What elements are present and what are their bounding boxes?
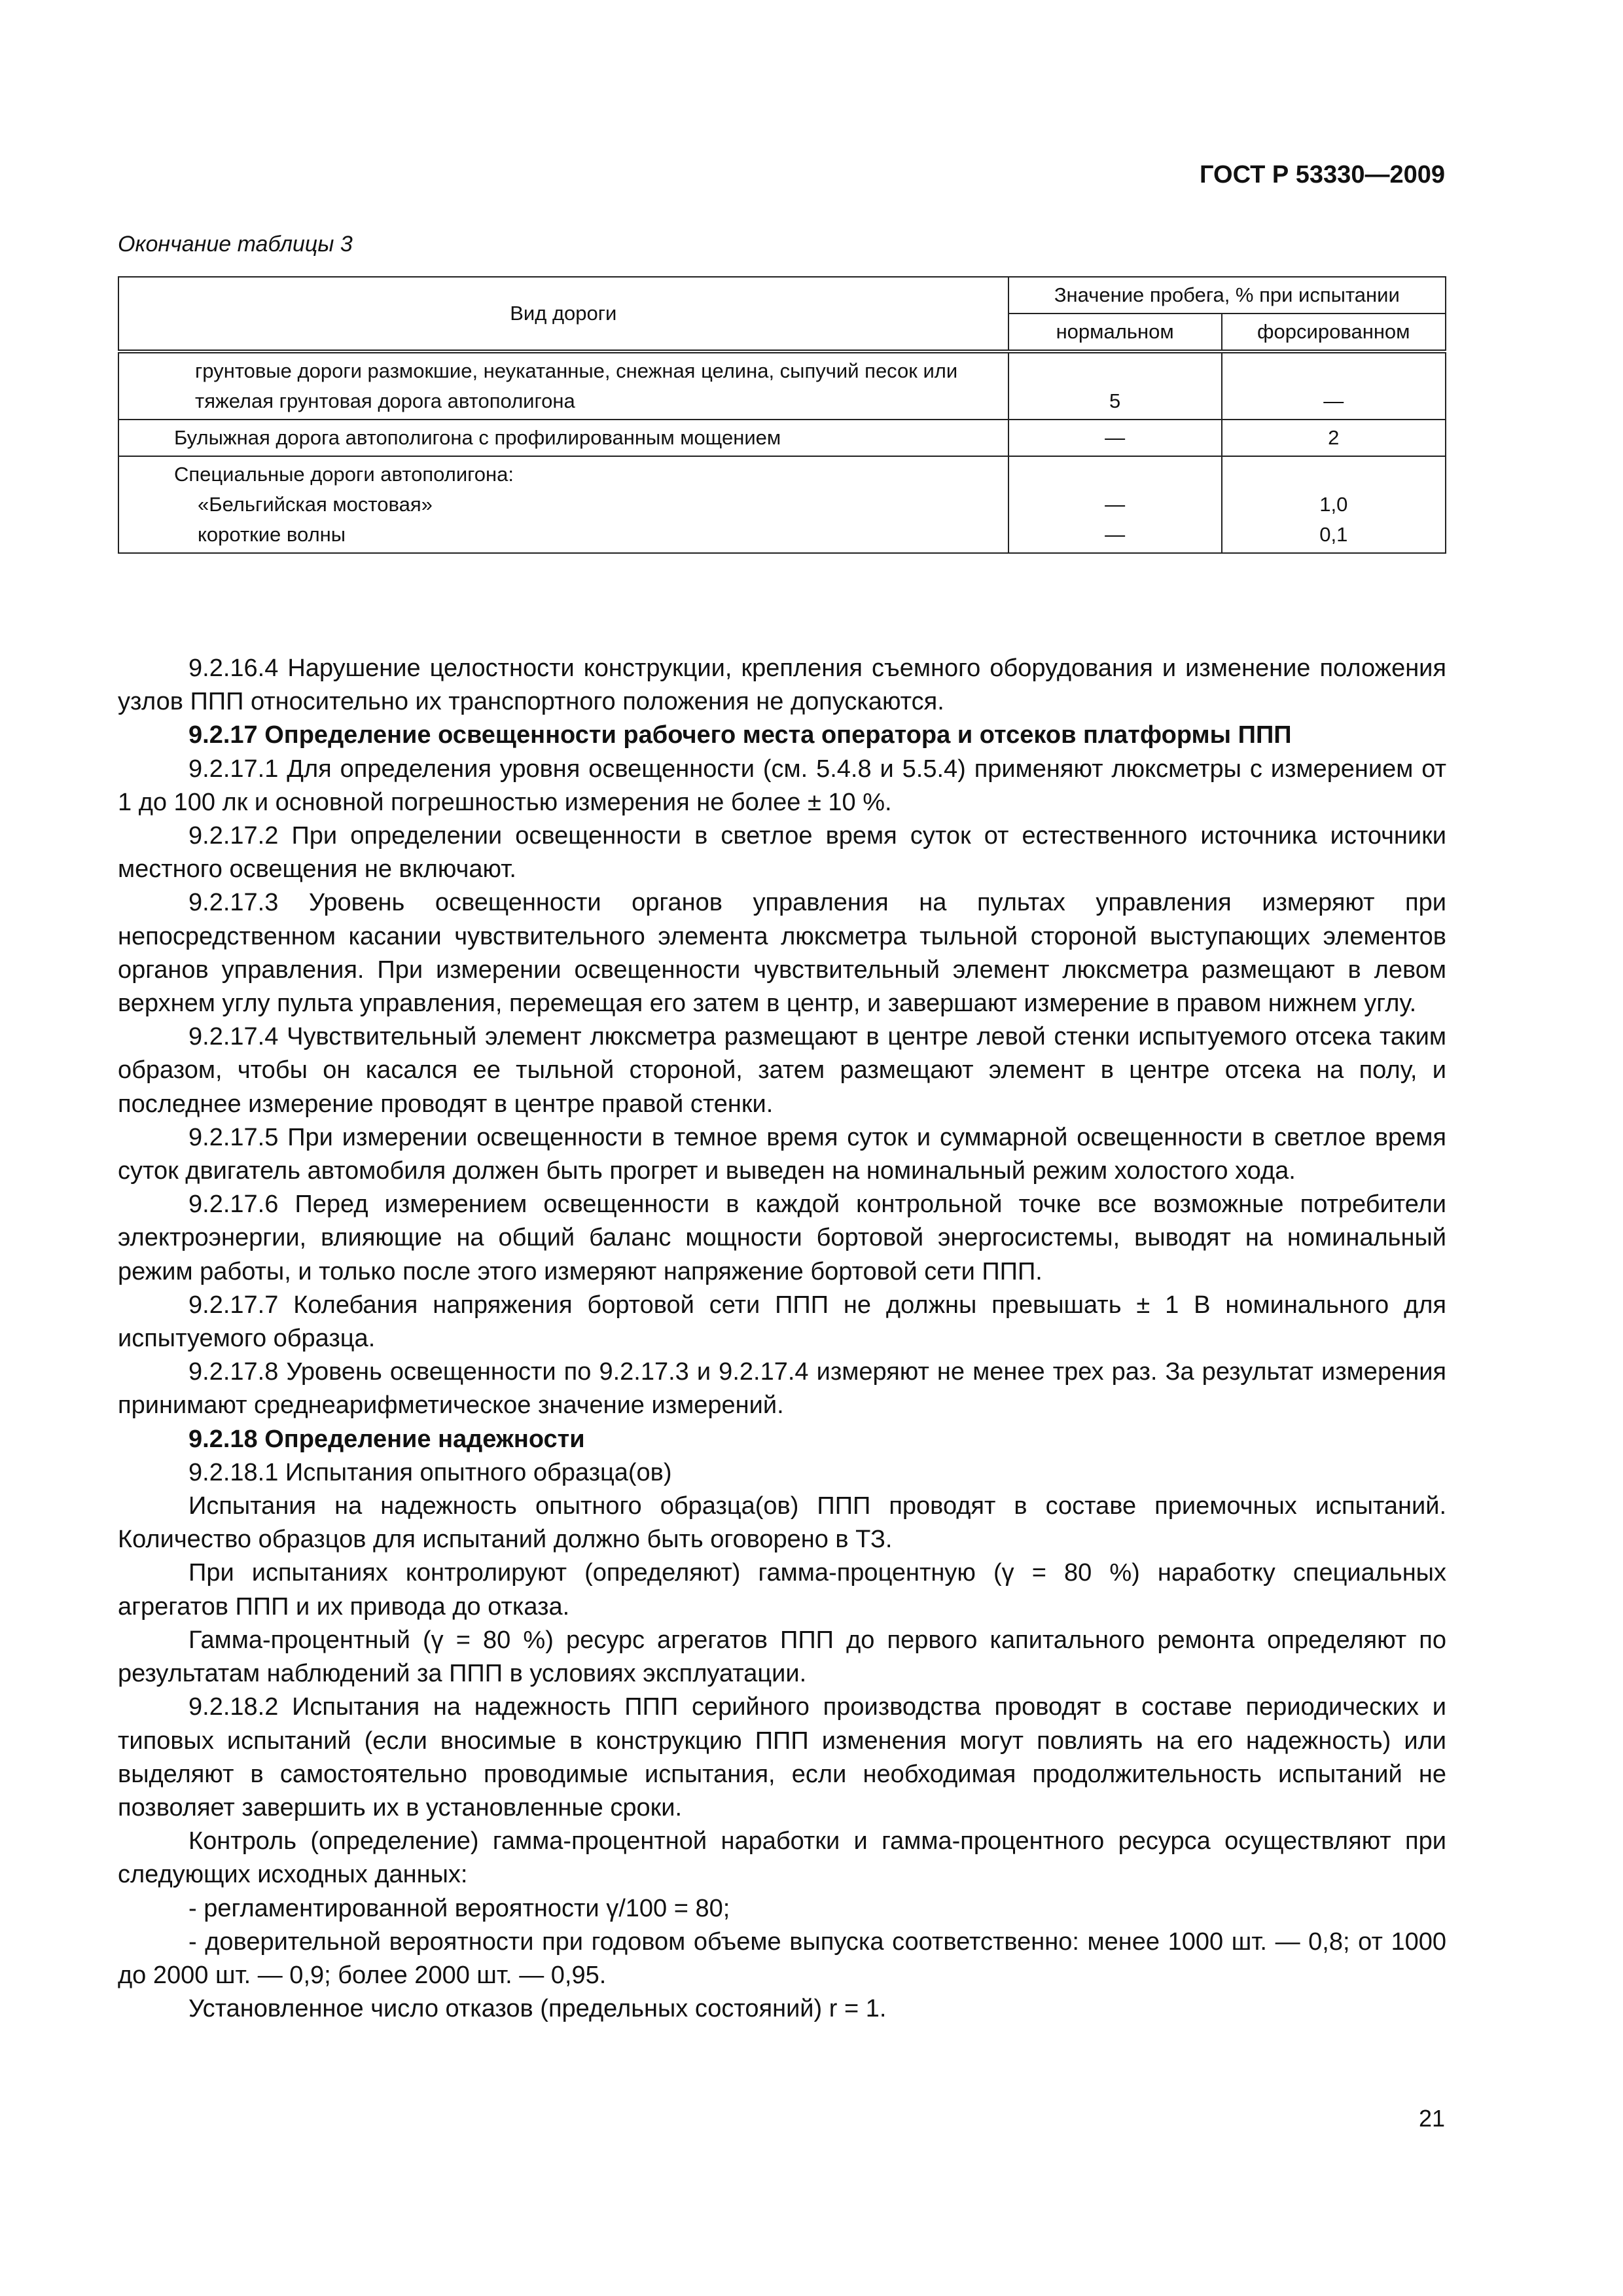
table-cell-road: [118, 456, 1008, 553]
paragraph: 9.2.18.1 Испытания опытного образца(ов): [188, 1458, 672, 1486]
table-cell-forced: —: [1222, 351, 1446, 420]
paragraph: 9.2.17.4 Чувствительный элемент люксметра размещают в центре левой стенки испытуемого отсека таким образом, чтобы он касался ее тыльной стороной, затем размещают элемент в центре отсека на полу, и последнее измерение проводят в центре правой стенки.: [118, 1023, 1446, 1118]
table-cell-forced: [1222, 456, 1446, 553]
table-cell-normal: [1008, 456, 1222, 553]
short-waves-forced: 0,1: [1319, 523, 1348, 546]
table-header-normal: нормальном: [1008, 314, 1222, 351]
table-cell-forced: 2: [1222, 420, 1446, 456]
table-row: [118, 351, 1446, 420]
paragraph: При испытаниях контролируют (определяют) гамма-процентную (γ = 80 %) наработку специальных агрегатов ППП и их привода до отказа.: [118, 1559, 1446, 1621]
table-cell-road: Булыжная дорога автополигона с профилированным мощением: [118, 420, 1008, 456]
paragraph: 9.2.18.2 Испытания на надежность ППП серийного производства проводят в составе периодических и типовых испытаний (если вносимые в конструкцию ППП изменения могут повлиять на его надежность) или выделяют в самостоятельно проводимые испытания, если необходимая продолжительность испытаний не позволяет завершить их в установленные сроки.: [118, 1693, 1446, 1821]
belgian-paving-label: «Бельгийская мостовая»: [198, 493, 433, 516]
paragraph: Испытания на надежность опытного образца(ов) ППП проводят в составе приемочных испытаний. Количество образцов для испытаний должно быть оговорено в ТЗ.: [118, 1492, 1446, 1554]
paragraph: 9.2.17.6 Перед измерением освещенности в каждой контрольной точке все возможные потребители электроэнергии, влияющие на общий баланс мощности бортовой энергосистемы, выводят на номинальный режим работы, и только после этого измеряют напряжение бортовой сети ППП.: [118, 1191, 1446, 1285]
belgian-paving-normal: —: [1105, 493, 1126, 516]
paragraph: Установленное число отказов (предельных состояний) r = 1.: [188, 1995, 887, 2023]
table-caption: Окончание таблицы 3: [118, 232, 353, 257]
list-item: - доверительной вероятности при годовом объеме выпуска соответственно: менее 1000 шт. — 0,8; от 1000 до 2000 шт. — 0,9; более 2000 шт. — 0,95.: [118, 1928, 1446, 1989]
special-roads-label: Специальные дороги автополигона:: [174, 463, 514, 486]
section-heading: 9.2.18 Определение надежности: [188, 1425, 585, 1453]
table-header-forced: форсированном: [1222, 314, 1446, 351]
paragraph: 9.2.17.3 Уровень освещенности органов управления на пультах управления измеряют при непосредственном касании чувствительного элемента люксметра тыльной стороной выступающих элементов органов управления. При измерении освещенности чувствительный элемент люксметра размещают в левом верхнем углу пульта управления, перемещая его затем в центр, и завершают измерение в правом нижнем углу.: [118, 889, 1446, 1018]
belgian-paving-forced: 1,0: [1319, 493, 1348, 516]
table-header-road: Вид дороги: [118, 277, 1008, 351]
paragraph: 9.2.17.7 Колебания напряжения бортовой сети ППП не должны превышать ± 1 В номинального для испытуемого образца.: [118, 1291, 1446, 1353]
paragraph: 9.2.17.5 При измерении освещенности в темное время суток и суммарной освещенности в светлое время суток двигатель автомобиля должен быть прогрет и выведен на номинальный режим холостого хода.: [118, 1123, 1446, 1185]
section-heading: 9.2.17 Определение освещенности рабочего места оператора и отсеков платформы ППП: [188, 721, 1292, 749]
paragraph: Гамма-процентный (γ = 80 %) ресурс агрегатов ППП до первого капитального ремонта определяют по результатам наблюдений за ППП в условиях эксплуатации.: [118, 1626, 1446, 1688]
table-header-group: Значение пробега, % при испытании: [1008, 277, 1446, 314]
page-number: 21: [1418, 2105, 1445, 2132]
table-cell-road: грунтовые дороги размокшие, неукатанные, снежная целина, сыпучий песок или тяжелая грунтовая дорога автополигона: [118, 351, 1008, 420]
table-row: [118, 456, 1446, 553]
list-item: - регламентированной вероятности γ/100 = 80;: [188, 1894, 730, 1922]
table-cell-normal: 5: [1008, 351, 1222, 420]
paragraph: 9.2.17.2 При определении освещенности в светлое время суток от естественного источника источники местного освещения не включают.: [118, 822, 1446, 884]
road-mileage-table: [118, 276, 1446, 554]
paragraph: 9.2.16.4 Нарушение целостности конструкции, крепления съемного оборудования и изменение положения узлов ППП относительно их транспортного положения не допускаются.: [118, 655, 1446, 716]
paragraph: Контроль (определение) гамма-процентной наработки и гамма-процентного ресурса осуществляют при следующих исходных данных:: [118, 1827, 1446, 1889]
short-waves-label: короткие волны: [198, 523, 346, 546]
document-header: ГОСТ Р 53330—2009: [1200, 161, 1445, 188]
paragraph: 9.2.17.1 Для определения уровня освещенности (см. 5.4.8 и 5.5.4) применяют люксметры с измерением от 1 до 100 лк и основной погрешностью измерения не более ± 10 %.: [118, 755, 1446, 816]
short-waves-normal: —: [1105, 523, 1126, 546]
table-cell-normal: —: [1008, 420, 1222, 456]
paragraph: 9.2.17.8 Уровень освещенности по 9.2.17.3 и 9.2.17.4 измеряют не менее трех раз. За результат измерения принимают среднеарифметическое значение измерений.: [118, 1358, 1446, 1420]
body-text: [118, 652, 1446, 2026]
table-row: [118, 420, 1446, 456]
